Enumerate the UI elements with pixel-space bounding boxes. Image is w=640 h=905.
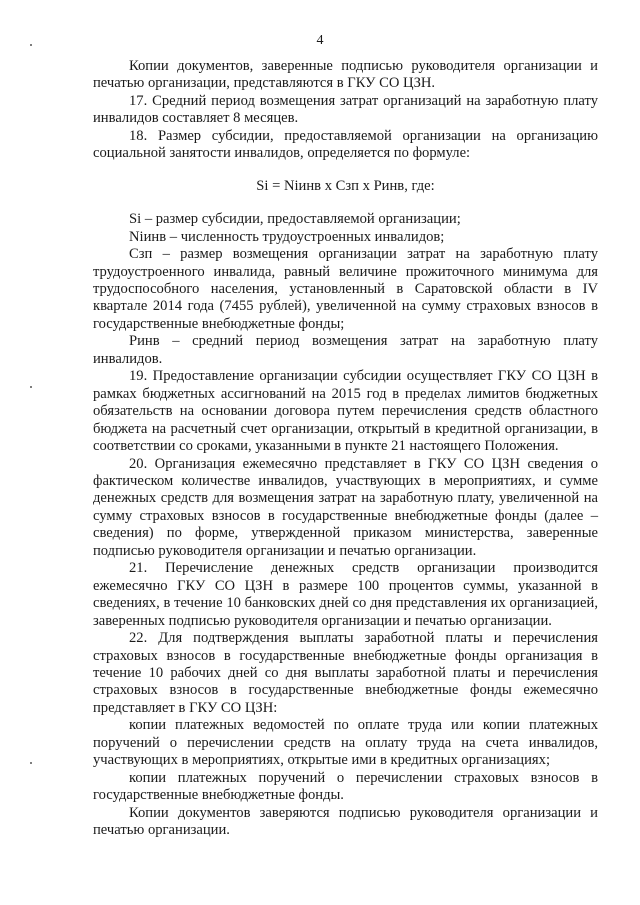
- document-body: [93, 58, 598, 839]
- paragraph-21: 21. Перечисление денежных средств организации производится ежемесячно ГКУ СО ЦЗН в размере 100 процентов суммы, указанной в сведениях, в течение 10 банковских дней со дня представления их организацией, заверенных подписью руководителя организации и печатью организации.: [93, 560, 598, 629]
- page-number: 4: [316, 33, 324, 48]
- paragraph-19: 19. Предоставление организации субсидии осуществляет ГКУ СО ЦЗН в рамках бюджетных ассигнований на 2015 год в пределах лимитов бюджетных обязательств на основании договора путем перечисления средств областного бюджета на расчетный счет организации, открытый в кредитной организации, в соответствии со сроками, указанными в пункте 21 настоящего Положения.: [93, 368, 598, 455]
- scan-speck: [30, 386, 32, 388]
- paragraph-17: 17. Средний период возмещения затрат организаций на заработную плату инвалидов составляет 8 месяцев.: [93, 92, 598, 127]
- list-item-payroll-copies: копии платежных ведомостей по оплате труда или копии платежных поручений о перечислении средств на оплату труда на счета инвалидов, участвующих в мероприятиях, открытые ими в кредитных организациях;: [93, 717, 598, 769]
- definition-rinv: Ринв – средний период возмещения затрат на заработную плату инвалидов.: [93, 333, 598, 367]
- definition-si: Si – размер субсидии, предоставляемой организации;: [129, 211, 461, 228]
- definition-szp: Сзп – размер возмещения организации затрат на заработную плату трудоустроенного инвалида, равный величине прожиточного минимума для трудоспособного населения, установленный в Саратовской области в IV квартале 2014 года (7455 рублей), увеличенной на сумму страховых взносов в государственные внебюджетные фонды;: [93, 246, 598, 332]
- subsidy-formula: Si = Niинв х Сзп х Ринв, где:: [256, 177, 435, 194]
- scan-speck: [30, 762, 32, 764]
- list-item-insurance-copies: копии платежных поручений о перечислении страховых взносов в государственные внебюджетные фонды.: [93, 769, 598, 804]
- paragraph-20: 20. Организация ежемесячно представляет в ГКУ СО ЦЗН сведения о фактическом количестве инвалидов, участвующих в мероприятиях, и сумме денежных средств для возмещения затрат на заработную плату, увеличенной на сумму страховых взносов в государственные внебюджетные фонды (далее – сведения) по форме, утвержденной приказом министерства, заверенные подписью руководителя организации и печатью организации.: [93, 455, 598, 559]
- paragraph-22: 22. Для подтверждения выплаты заработной платы и перечисления страховых взносов в государственные внебюджетные фонды организация в течение 10 рабочих дней со дня выплаты заработной платы и перечисления страховых взносов в государственные внебюджетные фонды ежемесячно представляет в ГКУ СО ЦЗН:: [93, 630, 598, 716]
- paragraph-copies-certification: Копии документов заверяются подписью руководителя организации и печатью организации.: [93, 804, 598, 839]
- paragraph-18: 18. Размер субсидии, предоставляемой организации на организацию социальной занятости инвалидов, определяется по формуле:: [93, 127, 598, 162]
- definition-niinv: Niинв – численность трудоустроенных инвалидов;: [129, 228, 445, 245]
- paragraph-copies-certified: Копии документов, заверенные подписью руководителя организации и печатью организации, представляются в ГКУ СО ЦЗН.: [93, 58, 598, 92]
